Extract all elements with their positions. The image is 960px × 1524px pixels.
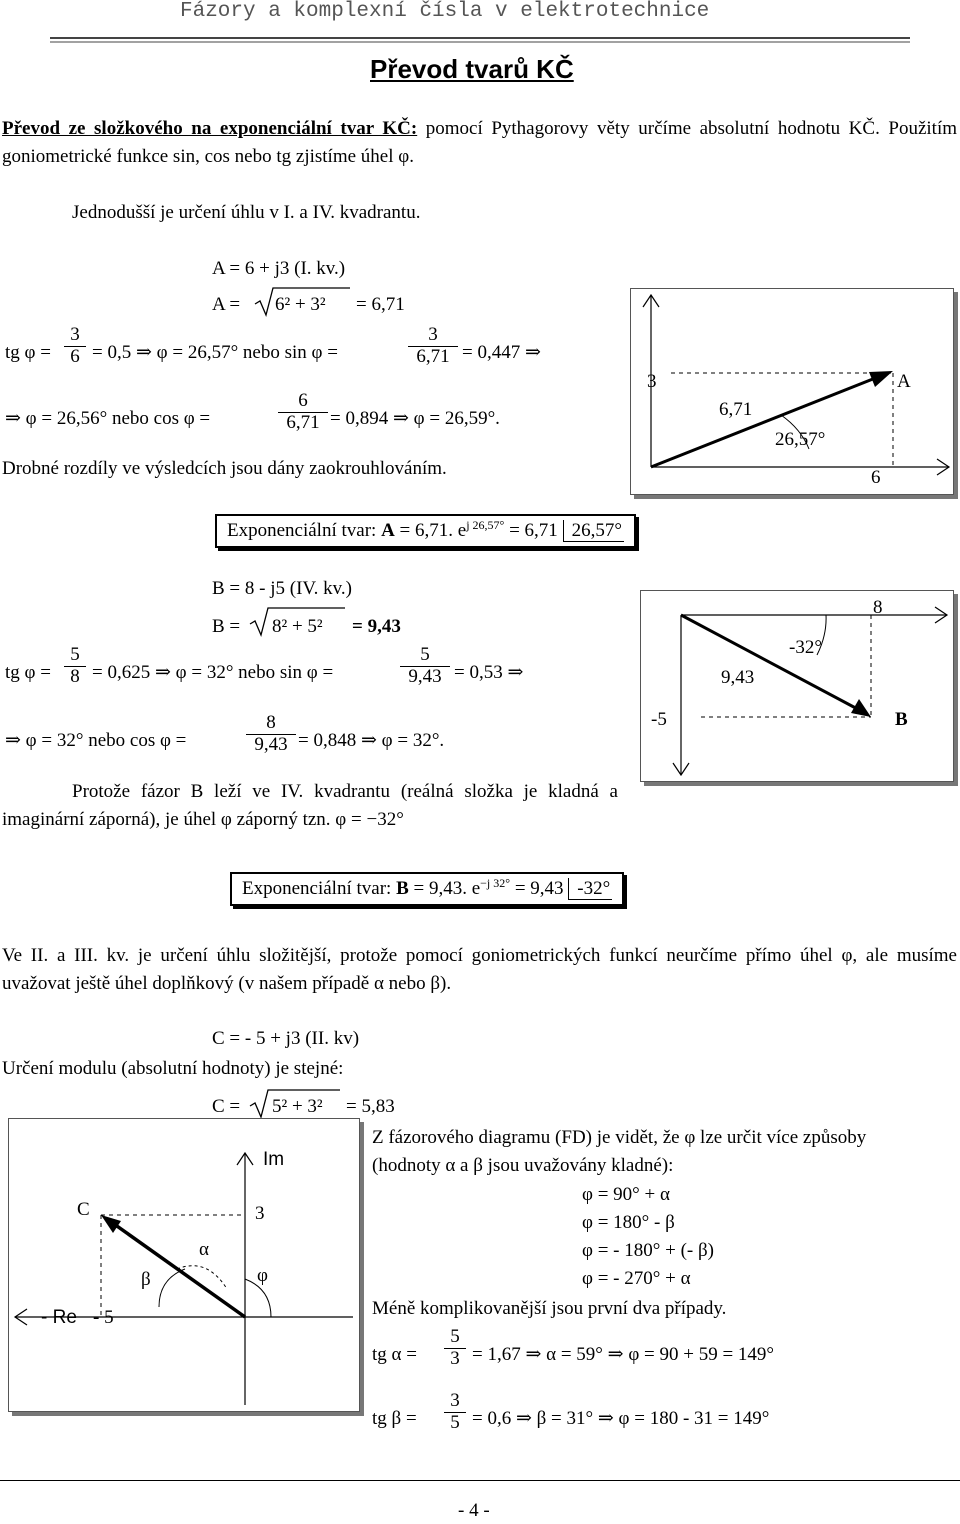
c-tga-fraction: $\frac{5}{3}$ xyxy=(444,1327,466,1370)
a-diagram-vector-label: A xyxy=(897,371,911,392)
b-sin-rest: = 0,53 ⇒ xyxy=(454,662,524,683)
header-rule xyxy=(0,30,960,50)
c-phasor-diagram xyxy=(8,1118,360,1412)
a-modulus-radicand: 6² + 3² xyxy=(275,294,326,315)
a-rounding-note: Drobné rozdíly ve výsledcích jsou dány zaokrouhlováním. xyxy=(2,458,447,479)
b-cos-pre: ⇒ φ = 32° nebo cos φ = xyxy=(5,730,187,751)
b-diagram-angle: -32° xyxy=(789,637,822,658)
b-exp-form-box: Exponenciální tvar: B = 9,43. $e^{-j 32^\circ} = 9,43$ -32° xyxy=(230,872,624,906)
a-diagram-modulus: 6,71 xyxy=(719,399,753,420)
c-formula-3: φ = - 180° + (- β) xyxy=(582,1240,714,1261)
b-exp-angle: -32° xyxy=(568,878,612,900)
a-exp-form-box: Exponenciální tvar: A = 6,71. $e^{j 26,57^\circ} = 6,71$ 26,57° xyxy=(215,514,636,548)
a-tg-lhs: tg φ = xyxy=(5,342,51,363)
c-diagram-phi: φ xyxy=(257,1265,268,1286)
c-diagram-y-label: 3 xyxy=(255,1203,265,1224)
c-diagram-x-label: - 5 xyxy=(93,1307,114,1328)
c-diagram-vector-label: C xyxy=(77,1199,90,1220)
a-tg-rest: = 0,5 ⇒ φ = 26,57° nebo sin φ = xyxy=(92,342,338,363)
intro-lead: Převod ze složkového na exponenciální tvar KČ: xyxy=(2,118,418,139)
a-cos-rest: = 0,894 ⇒ φ = 26,59°. xyxy=(330,408,500,429)
b-diagram-modulus: 9,43 xyxy=(721,667,755,688)
page-number: - 4 - xyxy=(458,1500,490,1521)
b-tg-lhs: tg φ = xyxy=(5,662,51,683)
c-modulus-lhs: C = xyxy=(212,1096,241,1117)
b-cos-rest: = 0,848 ⇒ φ = 32°. xyxy=(298,730,445,751)
a-diagram-x-label: 6 xyxy=(871,467,881,488)
running-header: Fázory a komplexní čísla v elektrotechnice xyxy=(180,0,710,23)
b-definition: B = 8 - j5 (IV. kv.) xyxy=(212,578,353,599)
a-tg-fraction: $\frac{3}{6}$ xyxy=(64,325,86,368)
c-diagram-re-label: - Re xyxy=(41,1307,77,1328)
c-diagram-alpha: α xyxy=(199,1239,209,1260)
c-formula-1: φ = 90° + α xyxy=(582,1184,670,1205)
c-tgb-rest: = 0,6 ⇒ β = 31° ⇒ φ = 180 - 31 = 149° xyxy=(472,1408,770,1429)
b-modulus-result: = 9,43 xyxy=(352,616,401,637)
intro-text: pomocí Pythagorovy věty určíme absolutní hodnotu KČ. Použitím goniometrické funkce sin, cos nebo tg zjistíme úhel φ. xyxy=(2,118,958,167)
quadrants-note: Ve II. a III. kv. je určení úhlu složitější, protože pomocí goniometrických funkcí neurčíme přímo úhel φ, ale musíme uvažovat ještě úhel doplňkový (v našem případě α nebo β). xyxy=(2,945,957,994)
c-simpler-note: Méně komplikovanější jsou první dva případy. xyxy=(372,1298,727,1319)
b-cos-fraction: $\frac{8}{9,43}$ xyxy=(246,713,296,756)
c-modulus-result: = 5,83 xyxy=(346,1096,395,1117)
c-diagram-im-label: Im xyxy=(263,1149,285,1170)
c-diagram-drawing xyxy=(9,1119,359,1411)
c-formula-2: φ = 180° - β xyxy=(582,1212,675,1233)
c-formula-4: φ = - 270° + α xyxy=(582,1268,691,1289)
intro-paragraph xyxy=(2,115,957,170)
b-tg-fraction: $\frac{5}{8}$ xyxy=(64,645,86,688)
b-diagram-drawing xyxy=(641,591,953,781)
a-definition: A = 6 + j3 (I. kv.) xyxy=(212,258,346,279)
a-sin-fraction: $\frac{3}{6,71}$ xyxy=(408,325,458,368)
section-title: Převod tvarů KČ xyxy=(370,54,574,84)
c-modulus-note: Určení modulu (absolutní hodnoty) je stejné: xyxy=(2,1058,344,1079)
footer-rule xyxy=(0,1480,960,1481)
a-phasor-diagram xyxy=(630,288,954,495)
intro-note: Jednodušší je určení úhlu v I. a IV. kvadrantu. xyxy=(72,202,421,223)
b-phasor-diagram xyxy=(640,590,954,782)
a-modulus-lhs: A = xyxy=(212,294,241,315)
b-modulus-lhs: B = xyxy=(212,616,241,637)
a-diagram-y-label: 3 xyxy=(647,371,657,392)
b-diagram-x-label: 8 xyxy=(873,597,883,618)
c-modulus-radicand: 5² + 3² xyxy=(272,1096,323,1117)
a-modulus-result: = 6,71 xyxy=(356,294,405,315)
b-tg-rest: = 0,625 ⇒ φ = 32° nebo sin φ = xyxy=(92,662,334,683)
a-cos-fraction: $\frac{6}{6,71}$ xyxy=(278,391,328,434)
b-modulus-radicand: 8² + 5² xyxy=(272,616,323,637)
c-definition: C = - 5 + j3 (II. kv) xyxy=(212,1028,360,1049)
b-sin-fraction: $\frac{5}{9,43}$ xyxy=(400,645,450,688)
c-tga-lhs: tg α = xyxy=(372,1344,417,1365)
a-sin-rest: = 0,447 ⇒ xyxy=(462,342,541,363)
c-tgb-fraction: $\frac{3}{5}$ xyxy=(444,1391,466,1434)
a-cos-pre: ⇒ φ = 26,56° nebo cos φ = xyxy=(5,408,211,429)
b-diagram-vector-label: B xyxy=(895,709,908,730)
a-diagram-angle: 26,57° xyxy=(775,429,826,450)
c-diagram-beta: β xyxy=(141,1269,151,1290)
b-diagram-y-label: -5 xyxy=(651,709,667,730)
c-tga-rest: = 1,67 ⇒ α = 59° ⇒ φ = 90 + 59 = 149° xyxy=(472,1344,775,1365)
a-exp-angle: 26,57° xyxy=(563,520,624,542)
c-tgb-lhs: tg β = xyxy=(372,1408,417,1429)
b-explanation: Protože fázor B leží ve IV. kvadrantu (reálná složka je kladná a imaginární záporná), je úhel φ záporný tzn. φ = −32° xyxy=(2,781,618,830)
c-fd-text: Z fázorového diagramu (FD) je vidět, že φ lze určit více způsoby (hodnoty α a β jsou uvažovány kladné): xyxy=(372,1127,867,1176)
